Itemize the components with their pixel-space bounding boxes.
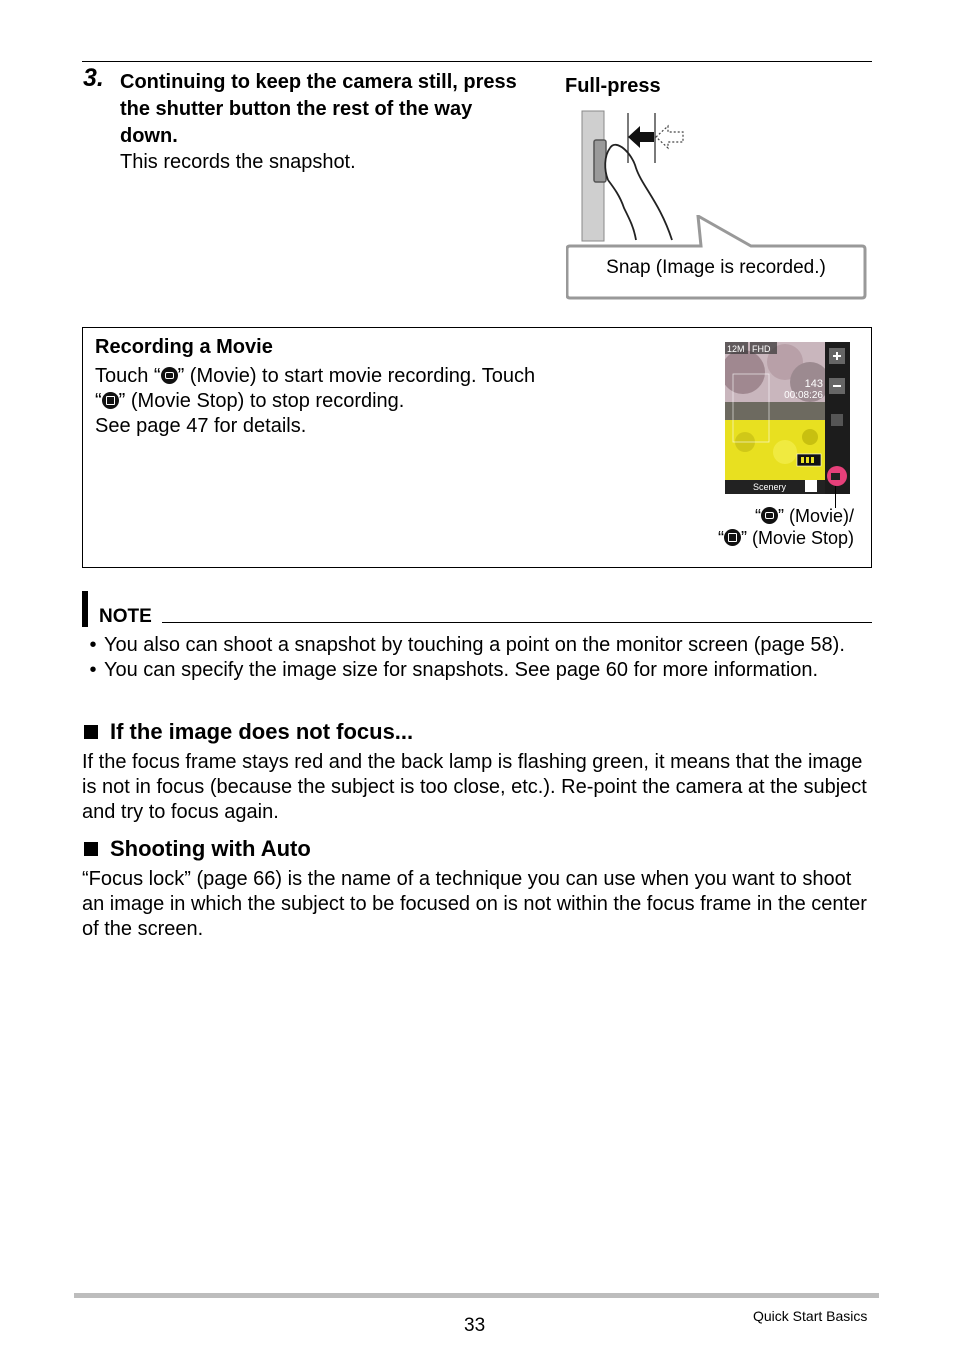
note-bar	[82, 591, 88, 627]
bullet-text: You also can shoot a snapshot by touching a point on the monitor screen (page 58).	[104, 634, 845, 656]
section-heading-text: Shooting with Auto	[110, 836, 311, 861]
zoom-out-icon[interactable]	[829, 378, 845, 394]
callout-text: Snap (Image is recorded.)	[606, 257, 826, 278]
movie-box-text	[95, 364, 615, 439]
caption-movie-stop-icon	[724, 529, 741, 546]
page-number: 33	[464, 1315, 486, 1336]
movie-box-title: Recording a Movie	[95, 336, 273, 358]
section-heading-auto	[84, 836, 311, 862]
caption1-post: ” (Movie)/	[778, 506, 854, 526]
step-body: This records the snapshot.	[120, 151, 356, 173]
movie-line1-post: ” (Movie) to start movie recording. Touch	[177, 365, 536, 387]
bullet-text: You can specify the image size for snapshots. See page 60 for more information.	[104, 659, 819, 681]
section-heading-focus	[84, 719, 413, 745]
section-body-focus: If the focus frame stays red and the back lamp is flashing green, it means that the image is not in focus (because the subject is too close, etc.). Re-point the camera at the subject and try to focus again.	[82, 751, 867, 823]
step-title: Continuing to keep the camera still, press the shutter button the rest of the way down.	[120, 71, 517, 147]
movie-icon	[161, 367, 178, 384]
movie-time: 00:08:26	[784, 390, 823, 401]
badge-size: 12M	[727, 344, 745, 354]
section-heading-text: If the image does not focus...	[110, 719, 414, 744]
badge-quality: FHD	[752, 344, 771, 354]
full-press-label: Full-press	[565, 75, 661, 97]
movie-line2-pre: “	[95, 390, 102, 412]
movie-line3: See page 47 for details.	[95, 415, 307, 437]
footer-section-title: Quick Start Basics	[753, 1308, 868, 1324]
movie-line2-post: ” (Movie Stop) to stop recording.	[118, 390, 405, 412]
list-item: • You can specify the image size for snapshots. See page 60 for more information.	[82, 658, 872, 683]
note-label: NOTE	[99, 606, 152, 627]
camera-screen	[725, 342, 850, 494]
note-bullets	[82, 633, 872, 683]
caption-movie-icon	[761, 507, 778, 524]
zoom-in-icon[interactable]	[829, 348, 845, 364]
top-rule	[82, 61, 872, 62]
caption1-pre: “	[755, 506, 761, 526]
movie-caption	[640, 505, 854, 549]
caption2-post: ” (Movie Stop)	[740, 528, 854, 548]
square-bullet-icon	[84, 842, 98, 856]
snapshot-icon[interactable]	[831, 414, 843, 426]
shot-count: 143	[804, 378, 823, 390]
caption2-pre: “	[717, 528, 724, 548]
step-number: 3.	[83, 64, 104, 92]
note-rule	[162, 622, 872, 623]
mode-label: Scenery	[753, 482, 787, 492]
movie-line1-pre: Touch “	[95, 365, 161, 387]
movie-stop-icon	[102, 392, 119, 409]
camera-screen-image	[725, 342, 850, 494]
footer-rule	[74, 1293, 879, 1298]
square-bullet-icon	[84, 725, 98, 739]
list-item: • You also can shoot a snapshot by touching a point on the monitor screen (page 58).	[82, 633, 872, 658]
movie-record-button-icon[interactable]	[827, 466, 847, 486]
section-body-auto: “Focus lock” (page 66) is the name of a technique you can use when you want to shoot an image in which the subject to be focused on is not within the focus frame in the center of the screen.	[82, 868, 867, 940]
